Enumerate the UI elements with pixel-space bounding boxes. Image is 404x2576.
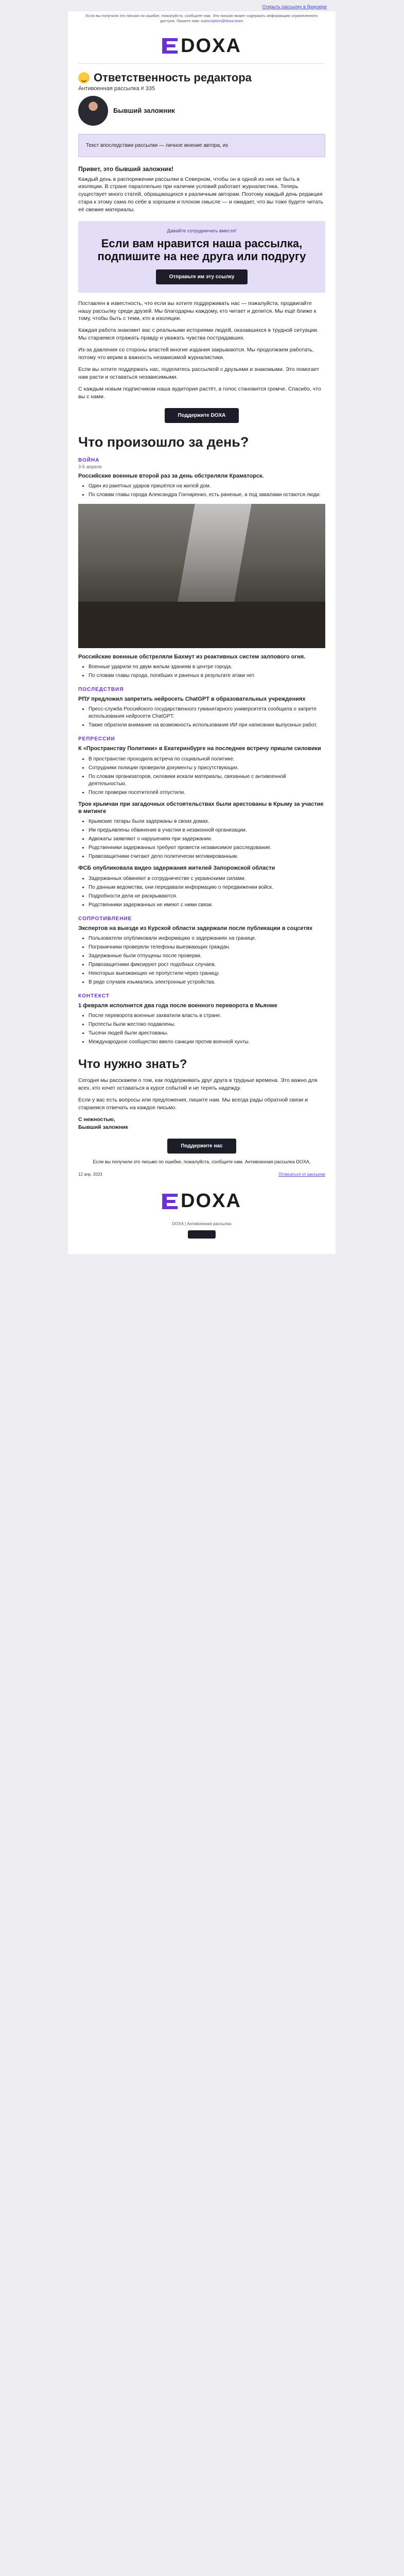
what-happened-heading: Что произошло за день? [78,434,249,450]
repressions-tag: РЕПРЕССИИ [78,736,115,742]
war-photo [78,504,325,648]
list-item: • Адвокаты заявляют о нарушениях при задержании. [89,836,325,843]
disclaimer-box [78,134,325,157]
war-tag: ВОЙНА [78,457,100,463]
list-item: • По данным ведомства, они передавали информацию о передвижении войск. [89,884,325,891]
newsletter-container [68,11,336,1254]
list-item: • По словам главы города, погибших и раненых в результате атаки нет. [89,672,325,680]
third-headline: ФСБ опубликовала видео задержания жителей Запорожской области [78,865,275,872]
list-item: • В ряде случаев изымались электронные устройства. [89,979,325,986]
second-headline: Трое крымчан при загадочных обстоятельствах были арестованы в Крыму за участие в митинге [78,801,324,815]
footer-bottom [68,1218,336,1254]
list-item: • Им предъявлены обвинения в участии в незаконной организации. [89,827,325,834]
footer-date: 12 апр. 2023 [78,1172,102,1177]
paragraph: Каждая работа знакомит вас с реальными историями людей, оказавшихся в трудной ситуации. Мы стараемся отражать правду и уважать чувства пострадавших. [78,327,319,342]
list-item: • Некоторых выезжающих не пропустили через границу. [89,970,325,977]
second-list [89,818,325,860]
share-panel [78,221,325,293]
footer-address: DOXA | Антивоенная рассылка [172,1222,232,1227]
context-list [89,1012,325,1046]
donate-row-2 [68,1139,336,1154]
section-title-text: Ответственность редактора [94,71,252,84]
list-item: • Один из ракетных ударов пришёлся на жилой дом. [89,483,325,490]
newsletter-number: Антивоенная рассылка # 335 [78,85,155,92]
footer-logo[interactable] [162,1190,241,1212]
list-item: • Крымские татары были задержаны в своих домах. [89,818,325,825]
donate-row [68,408,336,423]
list-item: • Также обратили внимание на возможность использования ИИ при написании выпускных работ. [89,722,325,729]
war-list [89,483,325,499]
legal-text: Если вы получили это письмо по ошибке, пожалуйста, сообщите нам. Это письмо может содержать информацию ограниченного доступа. Пишите нам: [85,13,318,23]
list-item: • Пользователи опубликовали информацию о задержаниях на границе. [89,935,325,942]
header-logo-wrap [78,24,325,64]
list-item: • Международное сообщество ввело санкции против военной хунты. [89,1039,325,1046]
war-date: 3-5 апреля [78,464,102,469]
consequences-tag: ПОСЛЕДСТВИЯ [78,687,124,693]
brand-logo[interactable] [162,35,241,57]
context-tag: КОНТЕКСТ [78,993,110,999]
photo-list [89,664,325,680]
footer-meta [68,1169,336,1180]
paragraph: Сегодня мы расскажем о том, как поддерживать друг друга в трудные времена. Это важно для всех, кто хочет оставаться в курсе событий и не терять надежду. [78,1077,318,1092]
know-text [78,1077,325,1131]
list-item: • Задержанных обвиняют в сотрудничестве с украинскими силами. [89,875,325,883]
paragraph: Из-за давления со стороны властей многие издания закрываются. Мы продолжаем работать, потому что верим в важность независимой журналистики. [78,347,314,361]
legal-email-link[interactable]: subscription@doxa.team [201,18,243,23]
footer-logo-wrap [68,1180,336,1218]
body-paragraphs [78,300,325,401]
list-item: • После проверки посетителей отпустили. [89,789,325,796]
brand-name: DOXA [181,1190,241,1212]
list-item: • Подробности дела не раскрываются. [89,893,325,900]
consequences-headline: РПУ предложил запретить нейросеть ChatGPT в образовательных учреждениях [78,696,306,703]
section-title [78,71,325,84]
what-to-know-heading: Что нужно знать? [78,1057,187,1072]
repressions-headline: К «Пространству Политики» в Екатеринбурге на последнее встречу пришли силовики [78,745,321,752]
list-item: • Тысячи людей были арестованы. [89,1030,325,1037]
list-item: • Военные ударили по двум жилым зданиям в центре города. [89,664,325,671]
app-badge-icon[interactable] [188,1230,216,1239]
share-panel-sub: Давайте сотрудничать вместе! [167,228,237,234]
third-list [89,875,325,909]
author-block [78,96,325,126]
repressions-list [89,756,325,796]
intro-paragraph: Каждый день в распоряжении рассылки в Северном, чтобы он в одной из них не быть в изоляции. В стране параллельно при наличии условий работает журналистика. Теперь существует много статей, обращающихся к различным авторам. Поэтому каждый день редакция стара к этому сама по себе в хорошем и плохом смысле — и ожидает, что вы тоже будете читать её свежие материалы. [78,176,323,213]
list-item: • По словам организаторов, силовики искали материалы, связанные с антивоенной деятельностью. [89,773,325,788]
list-item: • Сотрудники полиции проверили документы у присутствующих. [89,765,325,772]
paragraph: Поставлен в известность, что если вы хотите поддерживать нас — пожалуйста, продвигайте нашу рассылку среди друзей. Мы благодарны каждому, кто читает и делится. Мы ещё ближе к тому, чтобы быть с теми, кто в изоляции. [78,300,317,322]
logo-mark-icon [162,38,178,54]
list-item: • После переворота военные захватили власть в стране. [89,1012,325,1020]
footer-unsubscribe-link[interactable]: Отписаться от рассылки [278,1172,325,1177]
footer-note [78,1159,325,1165]
list-item: • Правозащитники фиксируют рост подобных случаев. [89,961,325,969]
smile-emoji-icon [78,72,90,83]
author-name: Бывший заложник [113,107,175,114]
share-panel-title: Если вам нравится наша рассылка, подпишите на нее друга или подругу [97,237,306,263]
list-item: • В пространстве проходила встреча по социальной политике. [89,756,325,763]
paragraph: С каждым новым подписчиком наша аудитория растёт, а голос становится громче. Спасибо, что вы с нами. [78,385,321,400]
legal-notice [68,11,336,24]
list-item: • Задержанные были отпущены после проверки. [89,953,325,960]
author-avatar [78,96,108,126]
top-bar [0,0,404,9]
paragraph: Если у вас есть вопросы или предложения, пишите нам. Мы всегда рады обратной связи и стараемся отвечать на каждое письмо. [78,1097,308,1111]
brand-name: DOXA [181,35,241,57]
share-link-button[interactable]: Отправьте им эту ссылку [156,269,248,284]
photo-ground [78,602,325,648]
logo-mark-icon [162,1194,178,1209]
list-item: • Родственники задержанных не имеют с ними связи. [89,902,325,909]
list-item: • Пограничники проверяли телефоны выезжающих граждан. [89,944,325,951]
consequences-list [89,706,325,729]
intro-text [78,176,325,214]
sign-off: С нежностью, Бывший заложник [78,1116,128,1130]
disclaimer-text: Текст впоследствии рассылки — личное мнение автора, из [86,142,228,148]
resistance-headline: Экспертов на выезде из Курской области задержали после публикации в соцсетях [78,925,313,931]
photo-caption: Российские военные обстреляли Бахмут из реактивных систем залпового огня. [78,653,306,660]
footer-text: Если вы получили это письмо по ошибке, пожалуйста, сообщите нам. Антивоенная рассылка DOXA. [93,1159,311,1164]
resistance-list [89,935,325,986]
list-item: • Протесты были жестоко подавлены. [89,1021,325,1028]
list-item: • По словам главы города Александра Гончаренко, есть раненые, а под завалами остаются люди. [89,492,325,499]
donate-button-2[interactable]: Поддержите нас [167,1139,236,1154]
greeting: Привет, это бывший заложник! [78,165,173,173]
list-item: • Правозащитники считают дело политически мотивированным. [89,853,325,860]
war-headline: Российские военные второй раз за день обстреляли Краматорск. [78,472,264,479]
resistance-tag: СОПРОТИВЛЕНИЕ [78,916,132,922]
list-item: • Родственники задержанных требуют провести независимое расследование. [89,844,325,852]
list-item: • Пресс-служба Российского государственного гуманитарного университета сообщила о запрете использования нейросети ChatGPT. [89,706,325,720]
open-in-browser-link[interactable]: Открыть рассылку в браузере [262,4,327,9]
donate-button[interactable]: Поддержите DOXA [165,408,239,423]
context-headline: 1 февраля исполнится два года после военного переворота в Мьянме [78,1002,277,1009]
paragraph: Если вы хотите поддержать нас, поделитесь рассылкой с друзьями и знакомыми. Это помогает нам расти и оставаться независимыми. [78,366,320,380]
